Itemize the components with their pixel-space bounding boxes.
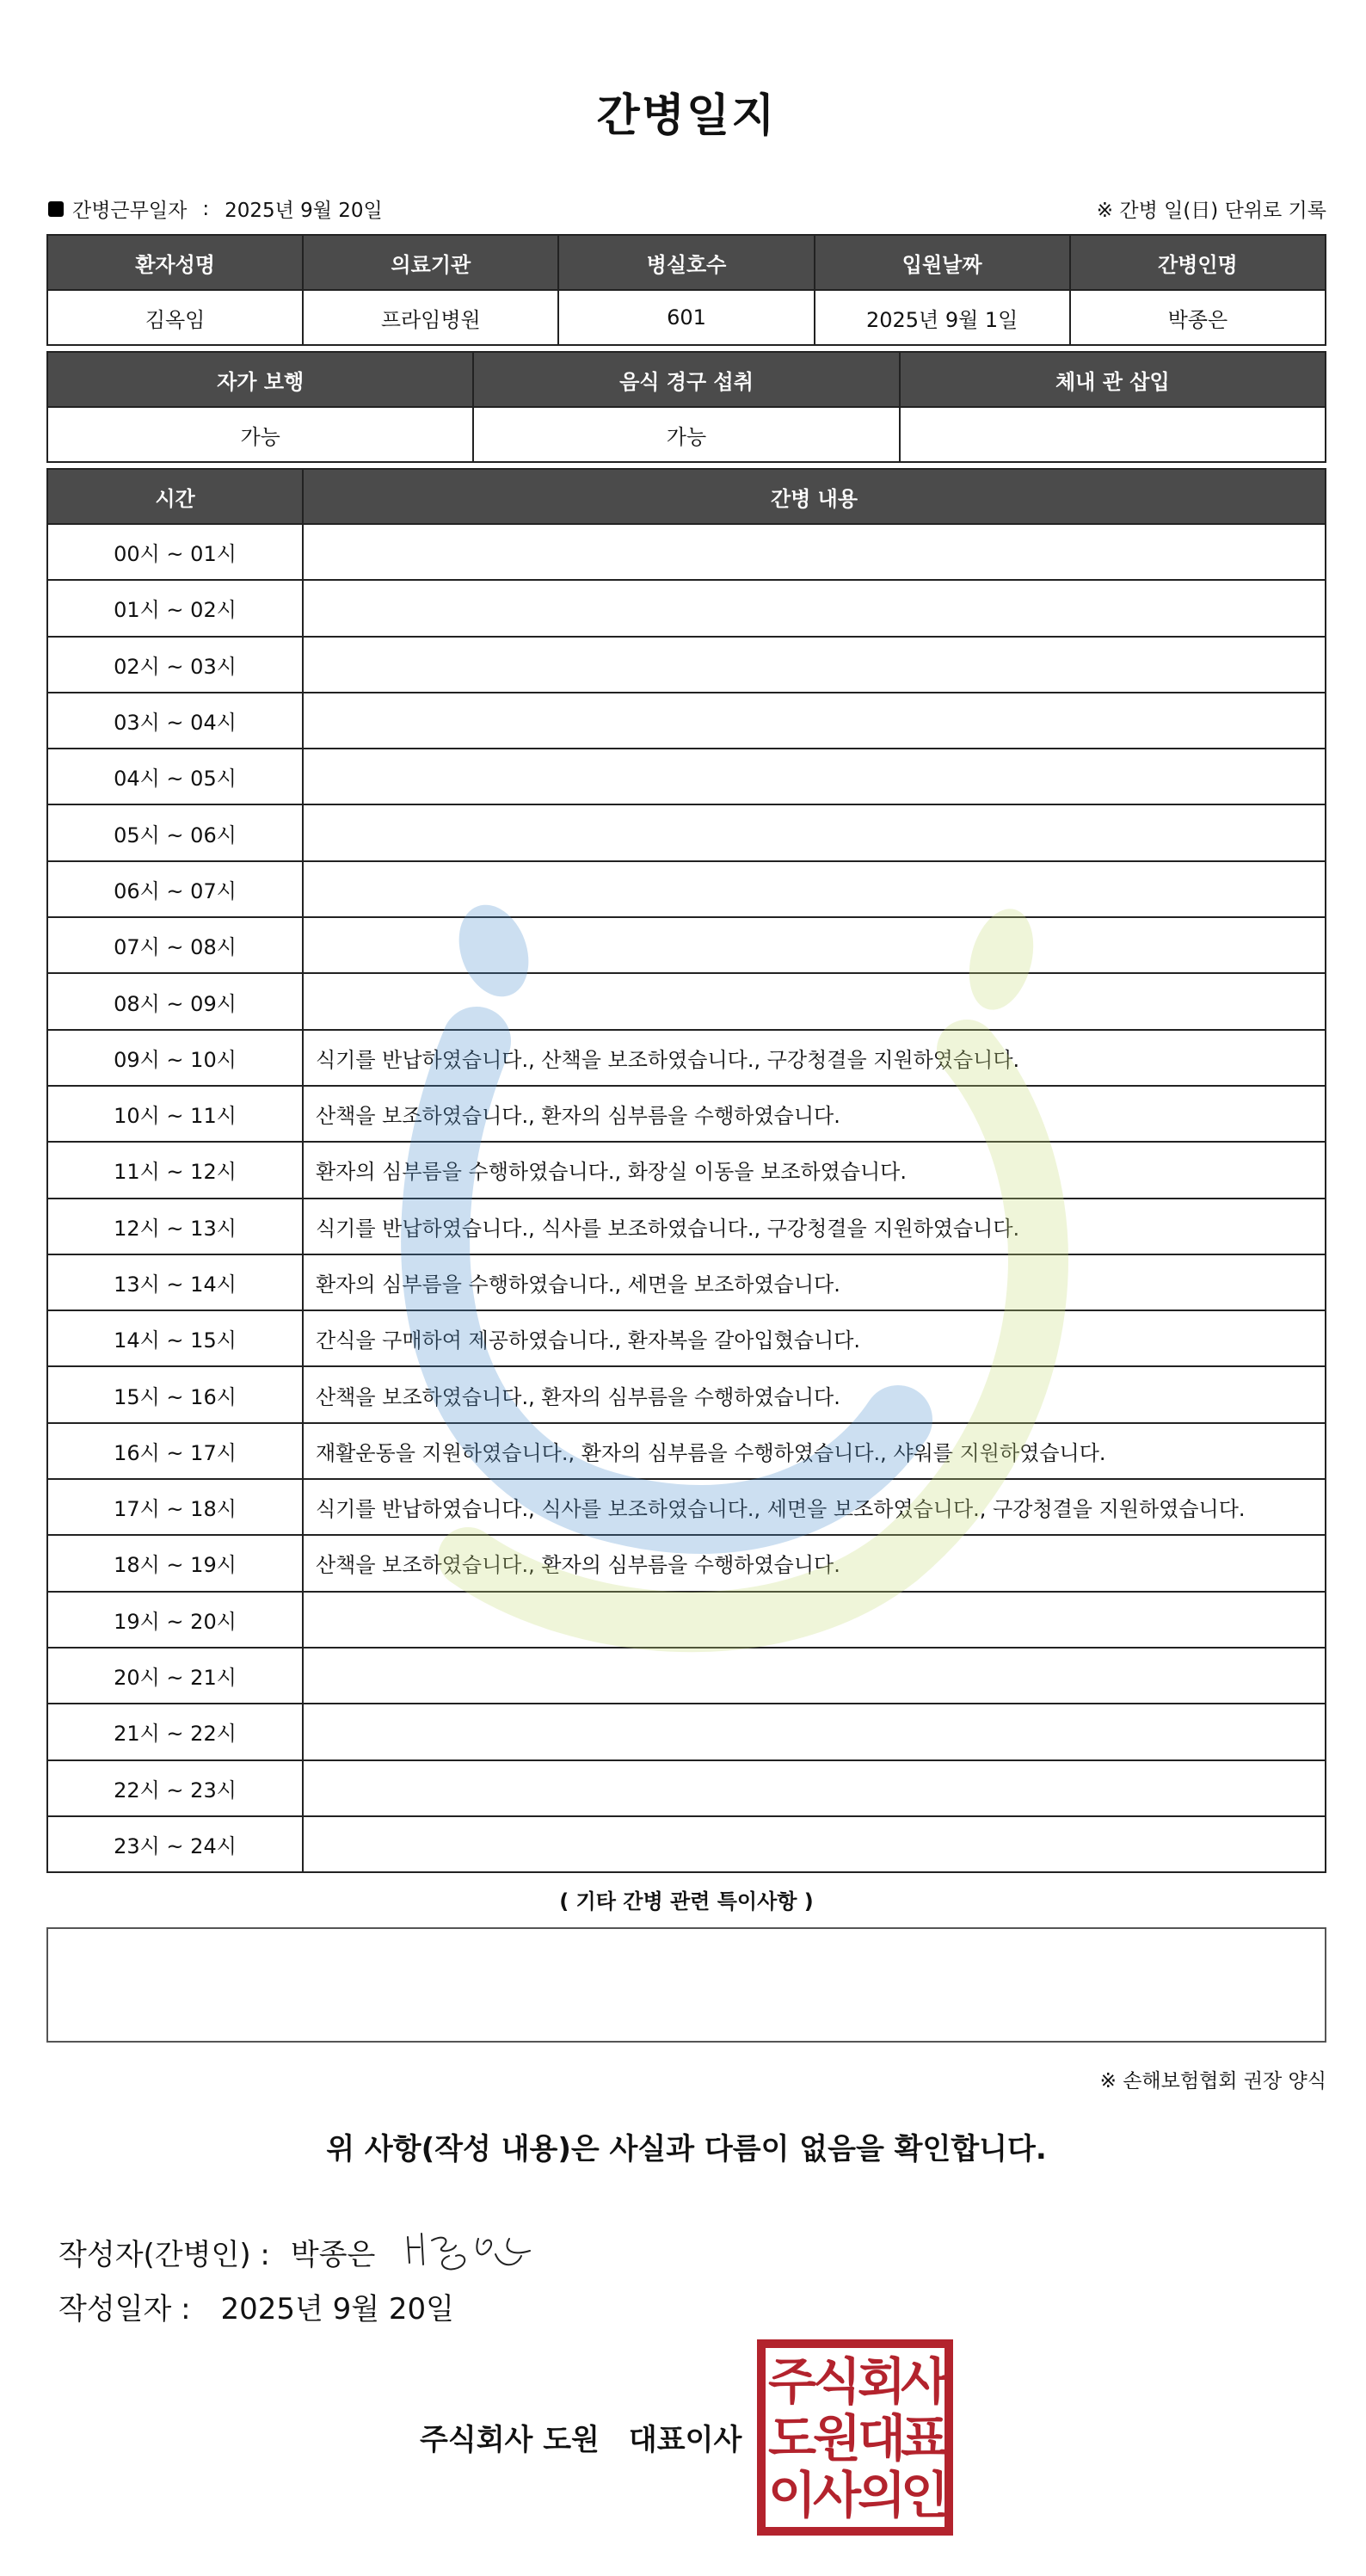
log-content [303,749,1326,804]
admission-date: 2025년 9월 1일 [815,290,1070,345]
notes-title: ( 기타 간병 관련 특이사항 ) [559,1889,814,1914]
log-time: 01시 ~ 02시 [47,580,303,636]
header-patient-name: 환자성명 [47,235,303,290]
seal-glyph-4: 사 [900,2352,950,2411]
log-header-row [47,469,1326,524]
square-bullet-icon [48,201,64,217]
log-row [47,693,1326,749]
log-time: 17시 ~ 18시 [47,1479,303,1535]
work-date-label: 간병근무일자 [72,200,188,222]
seal-glyph-5: 도 [767,2409,817,2468]
signature-icon [401,2222,547,2282]
log-content [303,637,1326,693]
log-row [47,1030,1326,1086]
company-seal-icon [756,2339,954,2536]
seal-glyph-6: 원 [812,2409,862,2468]
log-time: 09시 ~ 10시 [47,1030,303,1086]
daily-note: ※ 간병 일(日) 단위로 기록 [1096,200,1326,222]
log-time: 23시 ~ 24시 [47,1816,303,1872]
log-row [47,1816,1326,1872]
header-walking: 자가 보행 [47,352,473,407]
log-time: 19시 ~ 20시 [47,1592,303,1648]
seal-glyph-2: 식 [812,2352,862,2411]
log-time: 07시 ~ 08시 [47,917,303,973]
log-row [47,1479,1326,1535]
log-content: 간식을 구매하여 제공하였습니다., 환자복을 갈아입혔습니다. [303,1310,1326,1366]
header-admission-date: 입원날짜 [815,235,1070,290]
log-time: 03시 ~ 04시 [47,693,303,749]
log-time: 05시 ~ 06시 [47,804,303,860]
log-row [47,1535,1326,1591]
log-time: 16시 ~ 17시 [47,1423,303,1479]
log-time: 11시 ~ 12시 [47,1142,303,1198]
walking-status: 가능 [47,407,473,462]
log-row [47,1199,1326,1254]
log-content [303,1704,1326,1759]
log-time: 13시 ~ 14시 [47,1254,303,1310]
log-row [47,1310,1326,1366]
log-content [303,917,1326,973]
log-row [47,1704,1326,1759]
tube-status [900,407,1326,462]
hourly-log-table [46,468,1326,1873]
log-content: 식기를 반납하였습니다., 산책을 보조하였습니다., 구강청결을 지원하였습니다. [303,1030,1326,1086]
page-title: 간병일지 [596,90,777,142]
patient-status-table [46,351,1326,463]
hospital-name: 프라임병원 [303,290,558,345]
writer-name: 박종은 [290,2237,376,2272]
work-date-separator: : [202,197,210,220]
header-care-content: 간병 내용 [303,469,1326,524]
seal-glyph-11: 의 [857,2466,907,2524]
log-content: 재활운동을 지원하였습니다., 환자의 심부름을 수행하였습니다., 샤워를 지원하였습니다. [303,1423,1326,1479]
confirmation-text: 위 사항(작성 내용)은 사실과 다름이 없음을 확인합니다. [326,2132,1047,2166]
log-time: 08시 ~ 09시 [47,973,303,1029]
log-time: 20시 ~ 21시 [47,1648,303,1704]
log-row [47,1760,1326,1816]
seal-glyph-8: 표 [900,2409,950,2468]
log-content [303,1760,1326,1816]
log-time: 06시 ~ 07시 [47,861,303,917]
log-row [47,1366,1326,1422]
seal-glyphs [768,2352,950,2524]
log-time: 02시 ~ 03시 [47,637,303,693]
room-number: 601 [558,290,814,345]
log-content [303,1648,1326,1704]
seal-glyph-12: 인 [900,2466,950,2524]
log-body [47,524,1326,1872]
written-date-value: 2025년 9월 20일 [220,2292,455,2326]
log-content: 식기를 반납하였습니다., 식사를 보조하였습니다., 세면을 보조하였습니다., 구강청결을 지원하였습니다. [303,1479,1326,1535]
recommend-note: ※ 손해보험협회 권장 양식 [1099,2070,1326,2092]
seal-glyph-7: 대 [857,2409,907,2468]
log-time: 21시 ~ 22시 [47,1704,303,1759]
log-time: 15시 ~ 16시 [47,1366,303,1422]
status-header-row [47,352,1326,407]
seal-glyph-9: 이 [767,2466,817,2524]
written-date-row [58,2285,454,2327]
writer-label: 작성자(간병인) : [58,2237,270,2272]
log-content: 환자의 심부름을 수행하였습니다., 화장실 이동을 보조하였습니다. [303,1142,1326,1198]
log-content: 산책을 보조하였습니다., 환자의 심부름을 수행하였습니다. [303,1535,1326,1591]
log-time: 12시 ~ 13시 [47,1199,303,1254]
log-row [47,804,1326,860]
header-room: 병실호수 [558,235,814,290]
log-content: 산책을 보조하였습니다., 환자의 심부름을 수행하였습니다. [303,1086,1326,1142]
log-time: 10시 ~ 11시 [47,1086,303,1142]
log-row [47,749,1326,804]
log-content [303,1592,1326,1648]
log-row [47,637,1326,693]
patient-value-row [47,290,1326,345]
log-row [47,1142,1326,1198]
log-row [47,917,1326,973]
header-caregiver: 간병인명 [1070,235,1326,290]
log-time: 22시 ~ 23시 [47,1760,303,1816]
patient-name: 김옥임 [47,290,303,345]
oral-intake-status: 가능 [473,407,899,462]
log-time: 14시 ~ 15시 [47,1310,303,1366]
log-row [47,861,1326,917]
log-content [303,804,1326,860]
meta-row [46,191,1326,225]
log-content [303,580,1326,636]
written-date-label: 작성일자 : [58,2292,191,2326]
log-row [47,1592,1326,1648]
status-value-row [47,407,1326,462]
work-date-value: 2025년 9월 20일 [225,200,383,222]
log-content: 환자의 심부름을 수행하였습니다., 세면을 보조하였습니다. [303,1254,1326,1310]
company-name: 주식회사 도원 [420,2423,600,2457]
log-row [47,1086,1326,1142]
log-content: 산책을 보조하였습니다., 환자의 심부름을 수행하였습니다. [303,1366,1326,1422]
seal-glyph-10: 사 [812,2466,862,2524]
notes-box [46,1927,1326,2043]
log-time: 18시 ~ 19시 [47,1535,303,1591]
seal-glyph-3: 회 [857,2352,907,2411]
log-content [303,693,1326,749]
log-row [47,973,1326,1029]
seal-glyph-1: 주 [767,2352,817,2411]
header-hospital: 의료기관 [303,235,558,290]
log-content [303,861,1326,917]
work-date [48,194,383,223]
log-row [47,524,1326,580]
header-tube: 체내 관 삽입 [900,352,1326,407]
patient-header-row [47,235,1326,290]
log-content [303,524,1326,580]
log-content [303,973,1326,1029]
company-rep-title: 대표이사 [628,2423,742,2457]
log-row [47,1254,1326,1310]
log-time: 04시 ~ 05시 [47,749,303,804]
caregiver-name: 박종은 [1070,290,1326,345]
header-time: 시간 [47,469,303,524]
log-row [47,1648,1326,1704]
log-content [303,1816,1326,1872]
header-oral-intake: 음식 경구 섭취 [473,352,899,407]
log-row [47,1423,1326,1479]
patient-info-table [46,234,1326,346]
log-time: 00시 ~ 01시 [47,524,303,580]
writer-row [58,2222,547,2282]
log-row [47,580,1326,636]
log-content: 식기를 반납하였습니다., 식사를 보조하였습니다., 구강청결을 지원하였습니다. [303,1199,1326,1254]
company-line [420,2416,741,2458]
